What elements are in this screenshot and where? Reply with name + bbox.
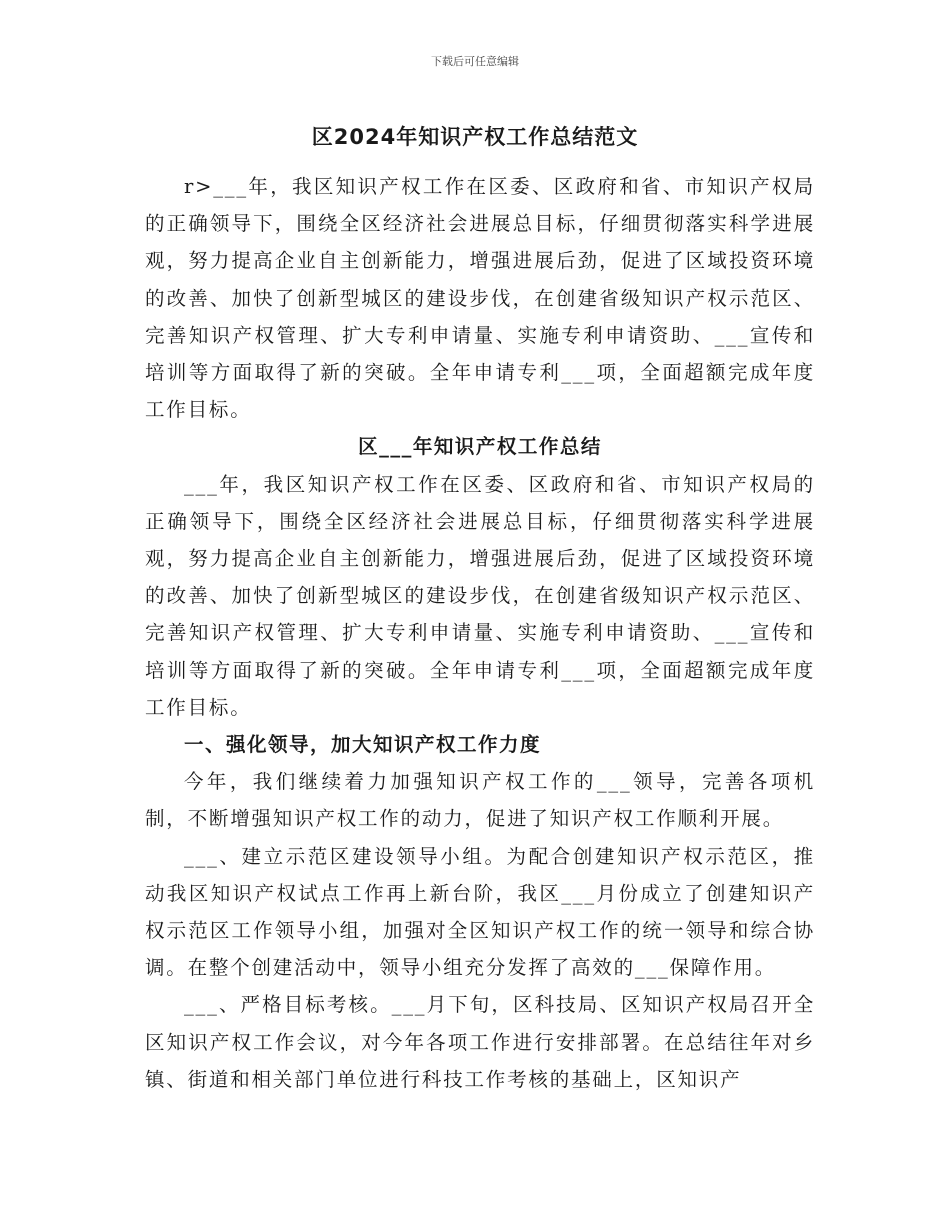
document-title: 区2024年知识产权工作总结范文 bbox=[311, 125, 639, 149]
section-paragraph: ___、严格目标考核。___月下旬，区科技局、区知识产权局召开全区知识产权工作会议，对今年各项工作进行安排部署。在总结往年对乡镇、街道和相关部门单位进行科技工作考核的基础上，区知识产 bbox=[145, 993, 815, 1091]
header-note: 下载后可任意编辑 bbox=[431, 55, 519, 68]
document-body bbox=[145, 168, 815, 1098]
intro-paragraph: r>___年，我区知识产权工作在区委、区政府和省、市知识产权局的正确领导下，围绕全区经济社会进展总目标，仔细贯彻落实科学进展观，努力提高企业自主创新能力，增强进展后劲，促进了区域投资环境的改善、加快了创新型城区的建设步伐，在创建省级知识产权示范区、完善知识产权管理、扩大专利申请量、实施专利申请资助、___宣传和培训等方面取得了新的突破。全年申请专利___项，全面超额完成年度工作目标。 bbox=[145, 175, 815, 422]
subtitle: 区___年知识产权工作总结 bbox=[358, 435, 602, 459]
section-paragraph: 今年，我们继续着力加强知识产权工作的___领导，完善各项机制，不断增强知识产权工作的动力，促进了知识产权工作顺利开展。 bbox=[145, 770, 815, 831]
section-heading: 一、强化领导，加大知识产权工作力度 bbox=[184, 733, 542, 757]
summary-paragraph: ___年，我区知识产权工作在区委、区政府和省、市知识产权局的正确领导下，围绕全区经济社会进展总目标，仔细贯彻落实科学进展观，努力提高企业自主创新能力，增强进展后劲，促进了区域投资环境的改善、加快了创新型城区的建设步伐，在创建省级知识产权示范区、完善知识产权管理、扩大专利申请量、实施专利申请资助、___宣传和培训等方面取得了新的突破。全年申请专利___项，全面超额完成年度工作目标。 bbox=[145, 472, 815, 719]
section-paragraph: ___、建立示范区建设领导小组。为配合创建知识产权示范区，推动我区知识产权试点工作再上新台阶，我区___月份成立了创建知识产权示范区工作领导小组，加强对全区知识产权工作的统一领导和综合协调。在整个创建活动中，领导小组充分发挥了高效的___保障作用。 bbox=[145, 844, 815, 980]
